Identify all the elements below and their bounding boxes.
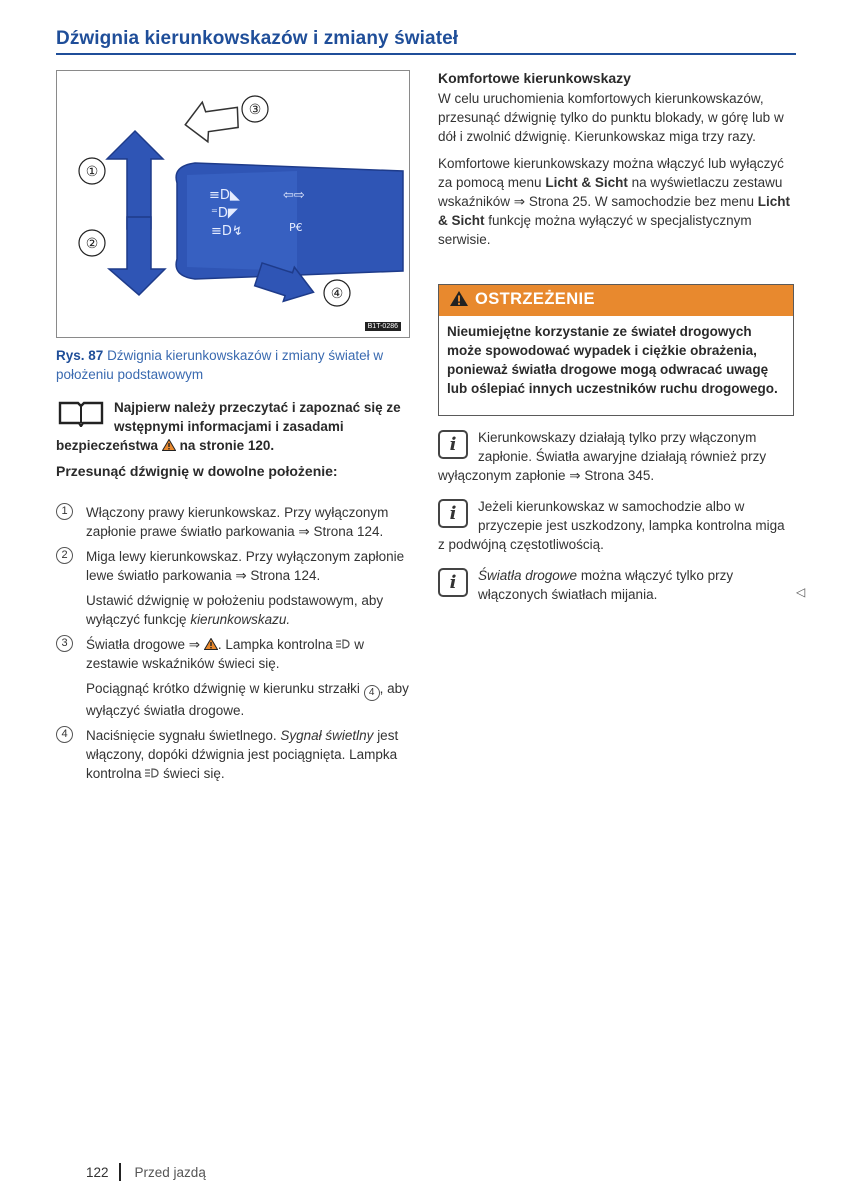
figure-lever-illustration	[56, 70, 410, 338]
comfort-signals-heading: Komfortowe kierunkowskazy	[438, 70, 631, 86]
info-text: można włączyć tylko przy włączonych światłach mijania.	[478, 568, 734, 602]
item-extra-emphasis: kierunkowskazu.	[190, 612, 291, 627]
high-beam-indicator-icon	[336, 639, 350, 649]
high-beam-indicator-icon	[145, 768, 159, 778]
warning-title: OSTRZEŻENIE	[475, 290, 595, 308]
item-text-after: w zestawie wskaźników świeci się.	[86, 637, 364, 671]
page-reference: ⇒ Strona 124.	[298, 524, 384, 539]
list-item	[56, 635, 410, 720]
flash-symbol-icon: ≡D↯	[211, 224, 243, 239]
callout-2: ②	[85, 235, 99, 251]
warning-triangle-icon	[162, 439, 176, 451]
comfort-signals-para-2	[438, 154, 794, 249]
list-item	[56, 726, 410, 783]
para-text: na wyświetlaczu zestawu wskaźników ⇒ Strona 25. W samochodzie bez menu	[438, 175, 783, 209]
figure-code: B1T-0286	[365, 322, 401, 331]
callout-1: ①	[85, 163, 99, 179]
item-number: 3	[56, 635, 73, 652]
item-extra-text: Pociągnąć krótko dźwignię w kierunku strzałki	[86, 681, 360, 696]
item-number: 1	[56, 503, 73, 520]
item-text: Miga lewy kierunkowskaz. Przy wyłączonym zapłonie lewe światło parkowania	[86, 549, 405, 583]
read-first-page-ref: na stronie 120.	[179, 438, 275, 453]
info-text: Jeżeli kierunkowskaz w samochodzie albo w przyczepie jest uszkodzony, lampka kontrolna miga z podwójną częstotliwością.	[438, 499, 785, 552]
info-icon: i	[438, 568, 468, 597]
footer-section-name: Przed jazdą	[134, 1165, 206, 1180]
para-text: Komfortowe kierunkowskazy można włączyć lub wyłączyć za pomocą menu	[438, 156, 784, 190]
footer-separator	[119, 1163, 121, 1181]
item-text: Światła drogowe ⇒	[86, 637, 201, 652]
info-note	[438, 497, 794, 554]
title-rule	[56, 53, 796, 55]
book-icon	[56, 399, 106, 427]
lever-drawing	[57, 71, 410, 338]
page-number: 122	[86, 1165, 109, 1180]
right-column	[438, 70, 794, 257]
left-section-heading: Przesunąć dźwignię w dowolne położenie:	[56, 463, 338, 479]
read-first-note	[56, 398, 406, 455]
item-text-mid: jest włączony, dopóki dźwignia jest pociągnięta. Lampka kontrolna	[86, 728, 399, 781]
callout-3: ③	[248, 101, 262, 117]
item-text: Naciśnięcie sygnału świetlnego.	[86, 728, 277, 743]
page-footer	[86, 1163, 206, 1181]
turn-signal-symbol-icon: ⇦⇨	[283, 188, 305, 203]
info-note	[438, 428, 794, 485]
info-icon: i	[438, 430, 468, 459]
item-number: 2	[56, 547, 73, 564]
caption-text: Dźwignia kierunkowskazów i zmiany świateł w położeniu podstawowym	[56, 348, 384, 382]
item-emphasis: Sygnał świetlny	[280, 728, 374, 743]
info-emphasis: Światła drogowe	[478, 568, 578, 583]
lever-positions-list	[56, 503, 410, 789]
parking-light-symbol-icon: P€	[289, 221, 303, 234]
menu-name: Licht & Sicht	[438, 194, 790, 228]
warning-triangle-icon	[204, 638, 218, 650]
low-beam-symbol-icon: ⁼D◤	[211, 206, 238, 221]
menu-name: Licht & Sicht	[545, 175, 628, 190]
warning-header	[439, 285, 793, 316]
page-reference: ⇒ Strona 124.	[235, 568, 321, 583]
item-text-mid: . Lampka kontrolna	[217, 637, 333, 652]
comfort-signals-para-1: W celu uruchomienia komfortowych kierunkowskazów, przesunąć dźwignię tylko do punktu blokady, w górę lub w dół i zwolnić dźwignię. Kierunkowskaz miga trzy razy.	[438, 91, 784, 144]
warning-box	[438, 284, 794, 416]
item-text-after: świeci się.	[163, 766, 225, 781]
para-text: funkcję można wyłączyć w specjalistycznym serwisie.	[438, 213, 752, 247]
callout-4: ④	[330, 285, 344, 301]
info-text: Kierunkowskazy działają tylko przy włączonym zapłonie. Światła awaryjne działają również przy wyłączonym zapłonie ⇒ Strona 345.	[438, 430, 767, 483]
info-note	[438, 566, 794, 604]
high-beam-symbol-icon: ≡D◣	[209, 188, 240, 203]
page-title: Dźwignia kierunkowskazów i zmiany świateł	[56, 28, 459, 49]
caption-label: Rys. 87	[56, 348, 104, 363]
inline-callout-4: 4	[364, 685, 380, 701]
warning-triangle-icon	[449, 290, 469, 307]
info-icon: i	[438, 499, 468, 528]
list-item	[56, 547, 410, 629]
section-end-marker-icon: ◁	[796, 585, 806, 599]
list-item	[56, 503, 410, 541]
figure-caption	[56, 346, 410, 384]
item-extra-after: , aby wyłączyć światła drogowe.	[86, 681, 409, 718]
item-text: Włączony prawy kierunkowskaz. Przy wyłączonym zapłonie prawe światło parkowania	[86, 505, 389, 539]
warning-text: Nieumiejętne korzystanie ze świateł drogowych może spowodować wypadek i ciężkie obrażenia, ponieważ światła drogowe mogą odwracać uwagę lub oślepiać innych uczestników ruchu drogowego.	[447, 324, 778, 396]
read-first-text: Najpierw należy przeczytać i zapoznać się ze wstępnymi informacjami i zasadami bezpieczeństwa	[56, 400, 401, 453]
item-extra-text: Ustawić dźwignię w położeniu podstawowym, aby wyłączyć funkcję	[86, 593, 384, 627]
item-number: 4	[56, 726, 73, 743]
